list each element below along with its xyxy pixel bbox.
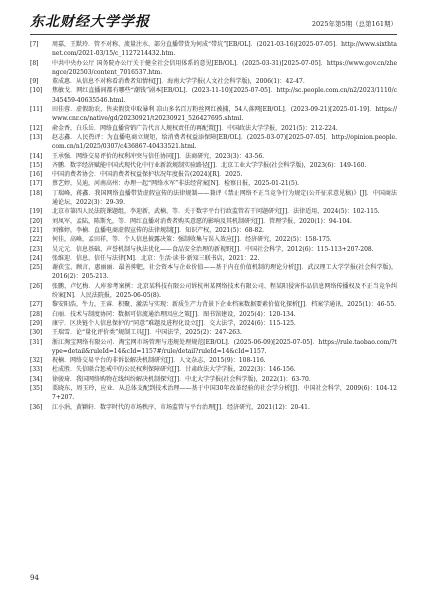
running-header <box>30 10 397 35</box>
reference-item <box>30 319 397 328</box>
reference-number: [34] <box>30 375 43 383</box>
reference-list <box>30 40 397 412</box>
reference-item <box>30 328 397 337</box>
reference-text: 刘雅婷，李楠．直播电商虚假宣传的法律规制[J]．知识产权，2021(5)：68-82. <box>52 226 265 234</box>
reference-text: 齐鹏．数字经济赋能中国式现代化中行业新款规制实验路径[J]．北京工业大学学报(社会科学版)，2023(6)：149-160. <box>52 161 367 169</box>
reference-text: 康宁．区块链个人信息保护的“同意”难题及进程化设立[J]．交大法学，2024(6)：115-125. <box>52 319 296 327</box>
reference-item <box>30 245 397 254</box>
reference-number: [8] <box>30 59 39 67</box>
reference-text: 丁瑞峰，蒋鑫．我国网络直播带货虚假宣传的法律规制——兼评《禁止网络不正当竞争行为规定(公开征求意见稿)》[J]．中国商法通论坛，2022(3)：29-39. <box>52 189 397 207</box>
reference-number: [11] <box>30 106 43 114</box>
reference-text: 王瑞雪．论“量化评价类”规制工具[J]．中国法学，2025(2)：247-263. <box>52 329 242 337</box>
reference-text: 杜成胜．失信联合惩戒中的公民权利保障研究[J]．甘肃政法大学学报，2022(3)：146-156. <box>52 366 296 374</box>
reference-text: 栗晓东，周玉玲，应业．从总体支配到技术治理——基于中国30年改革经验的社会学分析[J]．中国社会科学，2009(6)：104-127+207. <box>52 384 397 402</box>
reference-number: [20] <box>30 217 43 225</box>
reference-number: [12] <box>30 124 43 132</box>
journal-title: 东北财经大学学报 <box>30 14 150 30</box>
reference-item <box>30 170 397 179</box>
reference-number: [35] <box>30 384 43 392</box>
reference-number: [27] <box>30 301 43 309</box>
reference-text: 蔡艺婷，吴迪，河南高州：办理一起“网络水军”非法经营案[N]．检察日报，2025-01-21(5). <box>52 180 300 188</box>
reference-item <box>30 77 397 86</box>
reference-item <box>30 310 397 319</box>
reference-number: [33] <box>30 366 43 374</box>
reference-text: 周嘉，王默玲．管不对称、流量注水、部分直播带货为何成“带坑”[EB/OL]．(2021-03-16)[2025-07-05]．http://www.sixthtanet.com/2021-03/15/c_1127214432.htm. <box>52 41 397 58</box>
reference-text: 张维迎．信息、信任与法律[M]．北京：生活·读书·新知三联书店，2021：22. <box>52 254 260 262</box>
reference-item <box>30 217 397 226</box>
reference-item <box>30 356 397 365</box>
reference-text: 田佳蓉．虚假助农，售卖假货申取暴利 凉山多名百万粉丝网红被捕，54人落网[EB/OL]．(2023-09-21)[2025-01-19]．https://www.cnr.cn/native/gd/20230921/t20230921_526427695.shtml. <box>52 106 397 123</box>
reference-number: [14] <box>30 152 43 160</box>
reference-item <box>30 254 397 263</box>
reference-number: [13] <box>30 133 43 141</box>
reference-item <box>30 161 397 170</box>
reference-text: 王承强．网络交易评价的权利冲突与信任协同[J]．法商研究，2023(3)：43-56. <box>52 152 265 160</box>
reference-text: 赵志鑫．人民热评：为直播电商立规矩，给消费者权益添保障[EB/OL]．(2025-03-07)[2025-07-05]．http://opinion.people.com.cn/n1/2025/0307/c436867-40433521.html. <box>52 133 397 151</box>
reference-item <box>30 179 397 188</box>
reference-number: [18] <box>30 189 43 197</box>
reference-text: 徐骏琦．我国网络购物在线纠纷解决机制探究[J]．中北大学学报(社会科学版)，2022(1)：63-70. <box>52 375 311 383</box>
reference-item <box>30 338 397 357</box>
reference-number: [22] <box>30 236 43 244</box>
reference-item <box>30 124 397 133</box>
issue-info: 2025年第5期（总第161期） <box>311 20 397 28</box>
reference-text: 焦敏戈．网红直播间都有哪些“潮钱”剧本[EB/OL]．(2023-11-10)[2025-07-05]．http://sc.people.com.cn/n2/2023/1110/c345459-40635546.html. <box>52 87 397 104</box>
reference-text: 中国消费者协会．中国消费者权益保护状况年度报告(2024)[R]．2025. <box>52 171 243 179</box>
reference-item <box>30 105 397 124</box>
reference-number: [9] <box>30 78 39 86</box>
reference-text: 谢获宝，顾言，惠丽丽．最善抑肥，社会资本与企业价值——基于内在价值机制的理论分析[J]．武汉理工大学学报(社会科学版)，2016(2)：205-213. <box>52 264 397 281</box>
reference-number: [29] <box>30 319 43 327</box>
reference-number: [26] <box>30 282 43 290</box>
reference-item <box>30 152 397 161</box>
reference-item <box>30 235 397 244</box>
reference-number: [19] <box>30 208 43 216</box>
reference-text: 俞金香，白乐岳．网络直播营销广告代言人规权责任的再配置[J]．中国政法大学学报，2021(5)：212-224. <box>52 124 338 132</box>
reference-number: [17] <box>30 180 43 188</box>
reference-number: [32] <box>30 357 43 365</box>
reference-text: 白丽．技术与制度协同：数据可信流通治理因应之策[J]．图书馆建设，2025(4)：120-134. <box>52 310 296 318</box>
reference-number: [30] <box>30 329 43 337</box>
reference-number: [15] <box>30 161 43 169</box>
reference-item <box>30 375 397 384</box>
reference-number: [25] <box>30 264 43 272</box>
reference-item <box>30 365 397 374</box>
reference-item <box>30 403 397 412</box>
reference-number: [36] <box>30 403 43 411</box>
reference-text: 何佳，高峰，孟田祥，等．个人信息披露决策：强制收集与误入效应[J]．经济研究，2022(5)：158-175. <box>52 236 332 244</box>
reference-number: [23] <box>30 245 43 253</box>
reference-number: [28] <box>30 310 43 318</box>
reference-text: 中共中央办公厅 国务院办公厅关于健全社会信用体系的意见[EB/OL]．(2025-03-31)[2025-07-05]．https://www.gov.cn/zhengce/202503/content_7016537.htm. <box>52 59 397 76</box>
reference-number: [21] <box>30 226 43 234</box>
reference-item <box>30 384 397 403</box>
reference-text: 董成惠．从信息不对称看消费者知情权[J]．海南大学学报(人文社会科学版)，2006(1)：42-47. <box>52 78 305 86</box>
reference-item <box>30 300 397 309</box>
reference-number: [16] <box>30 171 43 179</box>
reference-item <box>30 189 397 208</box>
reference-item <box>30 133 397 152</box>
reference-item <box>30 86 397 105</box>
reference-item <box>30 282 397 301</box>
reference-text: 吴元元．信息基础、声誉机制与执法优化——食品安全治理的新视野[J]．中国社会科学，2012(6)：115-113+207-208. <box>52 245 374 253</box>
reference-item <box>30 226 397 235</box>
reference-item <box>30 40 397 59</box>
reference-number: [10] <box>30 87 43 95</box>
reference-item <box>30 59 397 78</box>
reference-text: 祝楠．网络交易平台的非诉讼解决机制研究[J]．人文杂志，2015(9)：108-116. <box>52 357 266 365</box>
reference-number: [7] <box>30 41 39 48</box>
reference-text: 浙江淘宝网络有限公司．淘宝网市场管理与违规处理规范[EB/OL]．(2025-06-09)[2025-07-05]．https://rule.taobao.com/?type=detail&ruleId=14&cId=1157#/rule/detail?ruleId=14&cId=1157. <box>52 338 397 355</box>
reference-text: 江小涓，黄颖轩．数字时代的市场秩序、市场监管与平台治理[J]．经济研究，2021(12)：20-41. <box>52 403 310 411</box>
reference-text: 刘凤军，孟陆，陈斯允，等．网红直播对消费者购买意愿的影响及其机制研究[J]．管理学报，2020(1)：94-104. <box>52 217 352 225</box>
reference-text: 张鹏，卢忆梅．人库参考案例：北京某科技有限公司诉杭州某网络技术有限公司、程某阳侵害作品信息网络传播权及不正当竞争纠纷案[N]．人民法院报，2025-06-05(8). <box>52 282 397 300</box>
reference-text: 北京市第四人民法院课题组，李迎新，武楠，等．关于数字平台行政监管若干问题研究[J]．法律适用，2024(5)：102-115. <box>52 208 380 216</box>
reference-item <box>30 263 397 282</box>
reference-item <box>30 207 397 216</box>
reference-number: [24] <box>30 254 43 262</box>
reference-number: [31] <box>30 338 43 346</box>
reference-text: 黎安阳浩，牛力，王睿．积聚、激活与实现：新质生产力背景下企业档案数据要素价值化探析[J]．档案学通讯，2025(1)：46-55. <box>52 301 397 309</box>
page-number: 94 <box>30 574 39 582</box>
